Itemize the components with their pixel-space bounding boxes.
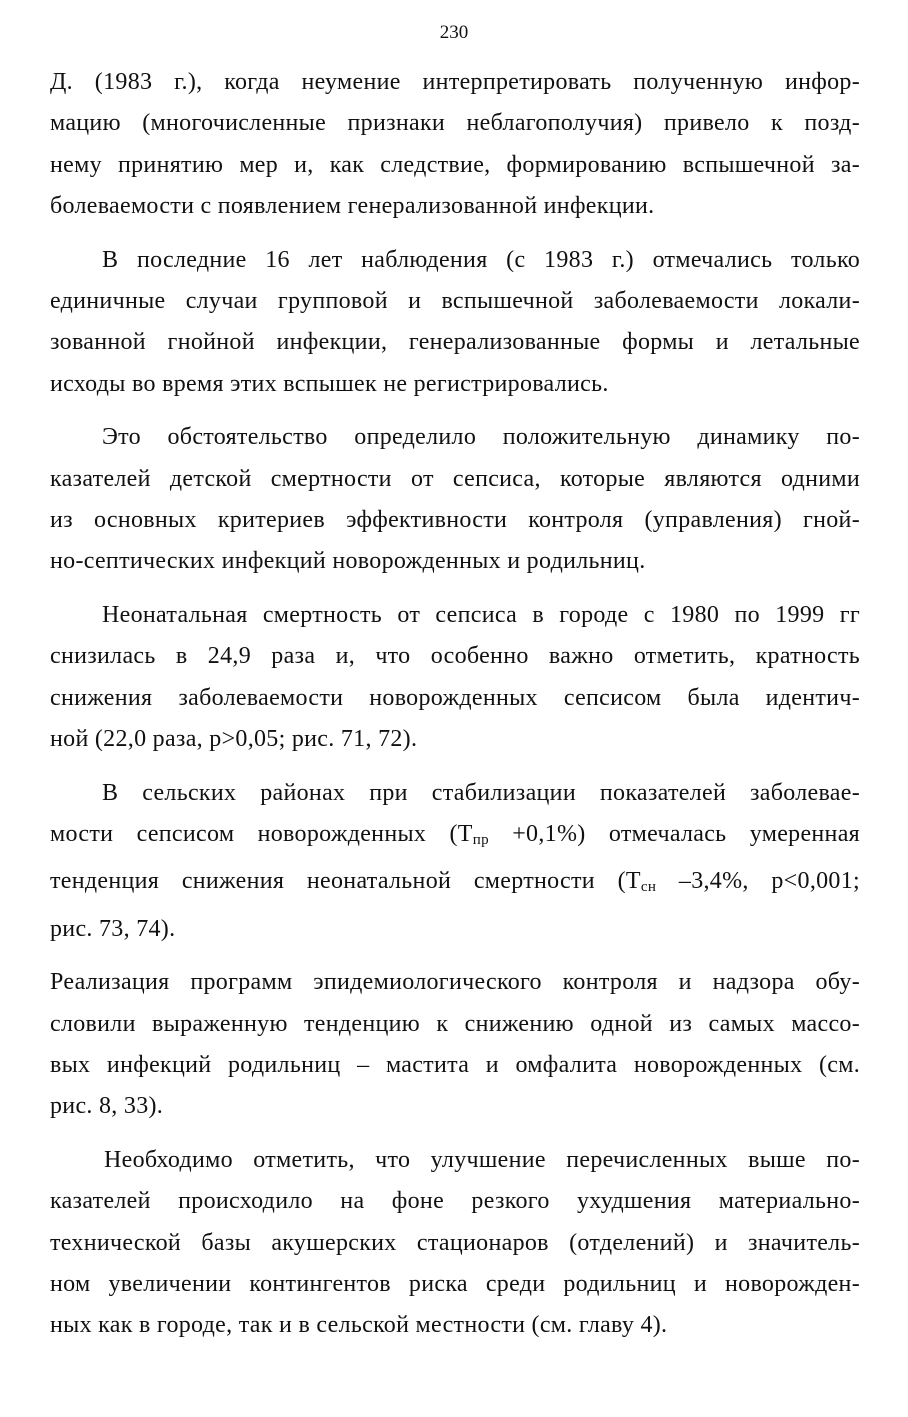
text-line: снизилась в 24,9 раза и, что особенно важно отметить, кратность [50,643,860,670]
text-line: мацию (многочисленные признаки неблагополучия) привело к позд- [50,110,860,137]
text-line: вых инфекций родильниц – мастита и омфалита новорожденных (см. [50,1051,860,1078]
text-line: словили выраженную тенденцию к снижению одной из самых массо- [50,1010,860,1037]
text-line: технической базы акушерских стационаров (отделений) и значитель- [50,1229,860,1256]
text-line: зованной гнойной инфекции, генерализованные формы и летальные [50,329,860,356]
text-line: казателей детской смертности от сепсиса, которые являются одними [50,465,860,492]
text-segment: –3,4%, p<0,001; [656,868,860,895]
paragraph-6 [50,962,860,1128]
paragraph-1 [50,62,860,228]
text-line: нему принятию мер и, как следствие, формированию вспышечной за- [50,151,860,178]
text-segment: +0,1%) отмечалась умеренная [488,820,860,847]
text-line: единичные случаи групповой и вспышечной заболеваемости локали- [50,288,860,315]
text-line: исходы во время этих вспышек не регистрировались. [50,370,609,397]
text-line: ном увеличении контингентов риска среди родильниц и новорожден- [50,1270,860,1297]
text-line: Реализация программ эпидемиологического контроля и надзора обу- [50,969,860,996]
text-segment: мости сепсисом новорожденных (T [50,820,473,847]
subscript: сн [640,879,657,896]
text-line: ных как в городе, так и в сельской местности (см. главу 4). [50,1312,668,1339]
text-line: из основных критериев эффективности контроля (управления) гной- [50,507,860,534]
page-number: 230 [439,22,469,43]
paragraph-5 [50,773,860,951]
text-line: Д. (1983 г.), когда неумение интерпретировать полученную инфор- [50,69,860,95]
text-line: ной (22,0 раза, p>0,05; рис. 71, 72). [50,726,418,753]
text-line: но-септических инфекций новорожденных и родильниц. [50,548,646,575]
text-line: Необходимо отметить, что улучшение перечисленных выше по- [104,1146,860,1173]
text-line: болеваемости с появлением генерализованной инфекции. [50,193,655,220]
text-line: Это обстоятельство определило положительную динамику по- [102,424,860,451]
text-line: казателей происходило на фоне резкого ухудшения материально- [50,1188,860,1215]
text-line: В сельских районах при стабилизации показателей заболевае- [102,779,860,806]
subscript: пр [472,831,489,848]
text-segment: тенденция снижения неонатальной смертности (T [50,868,641,895]
paragraph-7 [50,1140,860,1347]
paragraph-2 [50,240,860,406]
text-line: снижения заболеваемости новорожденных сепсисом была идентич- [50,684,860,711]
text-line: рис. 8, 33). [50,1093,164,1120]
paragraph-3 [50,417,860,583]
paragraph-4 [50,595,860,761]
text-line: Неонатальная смертность от сепсиса в городе с 1980 по 1999 гг [102,601,860,628]
text-line [50,861,860,908]
text-line [50,814,860,861]
page-body [50,62,860,1359]
text-line: рис. 73, 74). [50,915,176,942]
text-line: В последние 16 лет наблюдения (с 1983 г.) отмечались только [102,246,860,273]
